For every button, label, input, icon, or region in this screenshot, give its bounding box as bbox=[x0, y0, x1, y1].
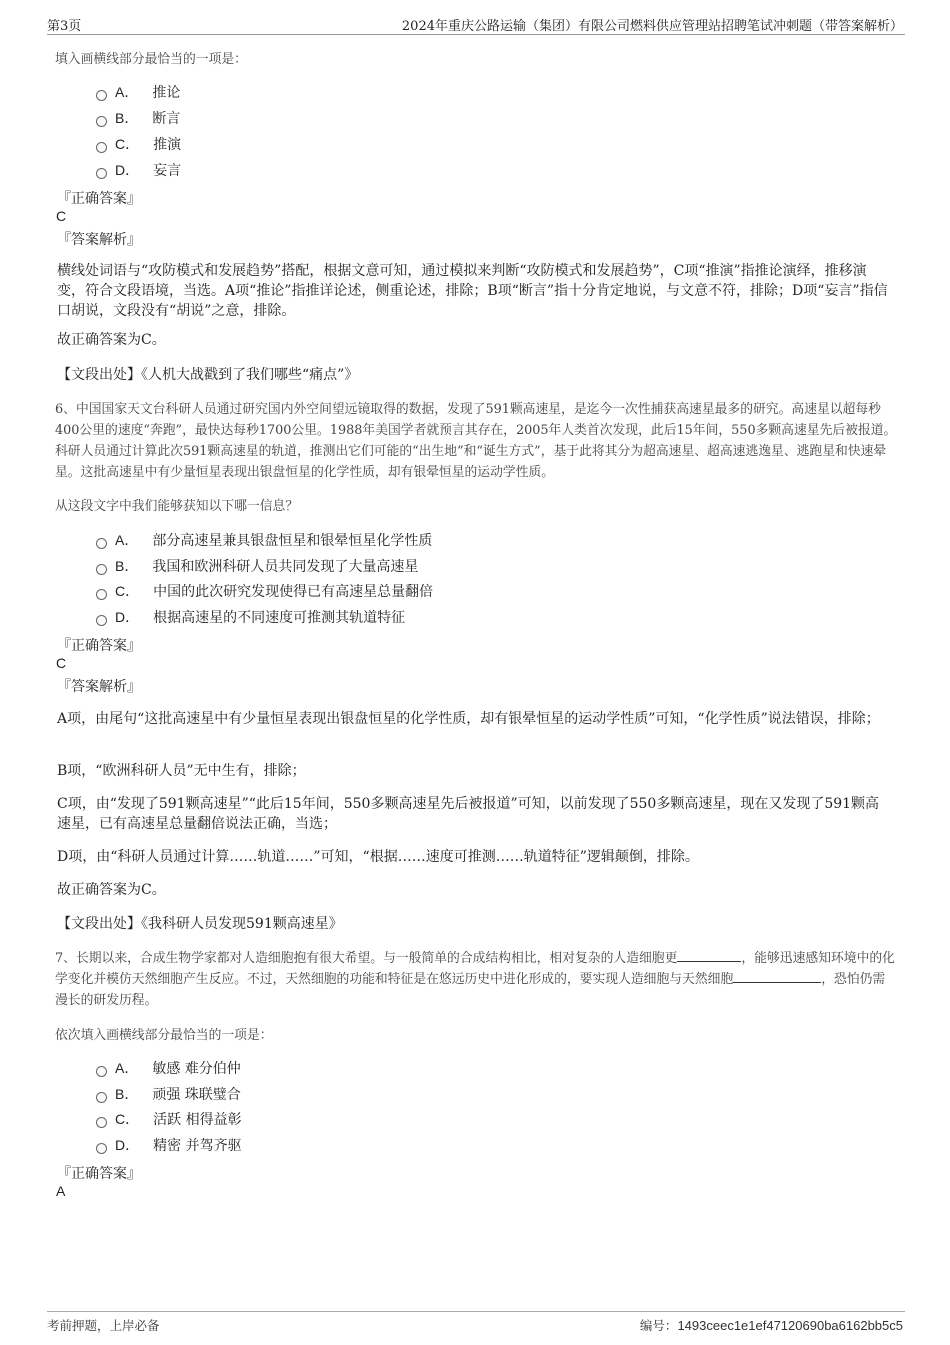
footer-slogan: 考前押题，上岸必备 bbox=[47, 1318, 160, 1333]
radio-icon[interactable] bbox=[96, 142, 107, 153]
q6-option-a[interactable]: A． 部分高速星兼具银盘恒星和银晕恒星化学性质 bbox=[96, 530, 432, 550]
radio-icon[interactable] bbox=[96, 116, 107, 127]
q5-answer: C bbox=[56, 208, 67, 224]
page-number: 第3页 bbox=[47, 19, 82, 34]
q7-answer: A bbox=[56, 1183, 66, 1199]
radio-icon[interactable] bbox=[96, 90, 107, 101]
q5-prompt: 填入画横线部分最恰当的一项是： bbox=[55, 52, 247, 67]
q6-prompt: 从这段文字中我们能够获知以下哪一信息？ bbox=[55, 499, 299, 514]
radio-icon[interactable] bbox=[96, 1117, 107, 1128]
q6-option-d[interactable]: D． 根据高速星的不同速度可推测其轨道特征 bbox=[96, 607, 405, 627]
q6-answer: C bbox=[56, 655, 67, 671]
q6-analysis-d: D项，由“科研人员通过计算……轨道……”可知，“根据……速度可推测……轨道特征”逻辑颠倒，排除。 bbox=[57, 849, 699, 865]
q6-option-b[interactable]: B． 我国和欧洲科研人员共同发现了大量高速星 bbox=[96, 556, 418, 576]
q6-conclusion: 故正确答案为C。 bbox=[57, 882, 166, 898]
q6-analysis-label: 『答案解析』 bbox=[57, 679, 141, 695]
q6-answer-label: 『正确答案』 bbox=[57, 638, 141, 654]
radio-icon[interactable] bbox=[96, 1066, 107, 1077]
q5-source: 【文段出处】《人机大战戳到了我们哪些“痛点”》 bbox=[57, 367, 359, 383]
q5-option-c[interactable]: C． 推演 bbox=[96, 134, 181, 154]
q5-conclusion: 故正确答案为C。 bbox=[57, 332, 166, 348]
q6-analysis-c: C项，由“发现了591颗高速星”“此后15年间，550多颗高速星先后被报道”可知，以前发现了550多颗高速星，现在又发现了591颗高速星，已有高速星总量翻倍说法正确，当选； bbox=[57, 796, 880, 832]
q7-option-d[interactable]: D． 精密 并驾齐驱 bbox=[96, 1135, 242, 1155]
q5-option-a[interactable]: A． 推论 bbox=[96, 82, 180, 102]
q7-prompt: 依次填入画横线部分最恰当的一项是： bbox=[55, 1028, 273, 1043]
document-title: 2024年重庆公路运输（集团）有限公司燃料供应管理站招聘笔试冲刺题（带答案解析） bbox=[401, 19, 903, 34]
q6-stem: 6、中国国家天文台科研人员通过研究国内外空间望远镜取得的数据，发现了591颗高速星，是迄今一次性捕获高速星最多的研究。高速星以超每秒400公里的速度“奔跑”，最快达每秒1700公里。1988年美国学者就预言其存在，2005年人类首次发现，此后15年间，550多颗高速星先后被报道。科研人员通过计算此次591颗高速星的轨道，推测出它们可能的“出生地”和“诞生方式”，基于此将其分为超高速星、超高速逃逸星、逃跑星和快速晕星。这批高速星中有少量恒星表现出银盘恒星的化学性质，却有银晕恒星的运动学性质。 bbox=[55, 402, 897, 480]
q7-option-c[interactable]: C． 活跃 相得益彰 bbox=[96, 1109, 242, 1129]
q7-blank-2 bbox=[733, 982, 821, 983]
radio-icon[interactable] bbox=[96, 1092, 107, 1103]
q5-answer-label: 『正确答案』 bbox=[57, 191, 141, 207]
radio-icon[interactable] bbox=[96, 589, 107, 600]
radio-icon[interactable] bbox=[96, 538, 107, 549]
q7-option-b[interactable]: B． 顽强 珠联璧合 bbox=[96, 1084, 241, 1104]
q7-answer-label: 『正确答案』 bbox=[57, 1166, 141, 1182]
q6-analysis-b: B项，“欧洲科研人员”无中生有，排除； bbox=[57, 763, 306, 779]
q5-option-d[interactable]: D． 妄言 bbox=[96, 160, 181, 180]
radio-icon[interactable] bbox=[96, 615, 107, 626]
page-header bbox=[47, 13, 905, 35]
q5-option-b[interactable]: B． 断言 bbox=[96, 108, 180, 128]
q5-analysis-label: 『答案解析』 bbox=[57, 232, 141, 248]
radio-icon[interactable] bbox=[96, 564, 107, 575]
radio-icon[interactable] bbox=[96, 168, 107, 179]
radio-icon[interactable] bbox=[96, 1143, 107, 1154]
q7-blank-1 bbox=[677, 961, 741, 962]
q7-stem: 7、长期以来，合成生物学家都对人造细胞抱有很大希望。与一般简单的合成结构相比，相对复杂的人造细胞更 ，能够迅速感知环境中的化学变化并模仿天然细胞产生反应。不过，天然细胞的功能和特征是在悠远历史中进化形成的，要实现人造细胞与天然细胞 ，恐怕仍需漫长的研发历程。 bbox=[55, 951, 895, 1008]
q6-option-c[interactable]: C． 中国的此次研究发现使得已有高速星总量翻倍 bbox=[96, 581, 433, 601]
q6-analysis-a: A项，由尾句“这批高速星中有少量恒星表现出银盘恒星的化学性质，却有银晕恒星的运动学性质”可知，“化学性质”说法错误，排除； bbox=[57, 711, 880, 727]
q6-source: 【文段出处】《我科研人员发现591颗高速星》 bbox=[57, 916, 343, 932]
q7-option-a[interactable]: A． 敏感 难分伯仲 bbox=[96, 1058, 241, 1078]
page-footer bbox=[47, 1311, 905, 1336]
q5-analysis-text: 横线处词语与“攻防模式和发展趋势”搭配，根据文意可知，通过模拟来判断“攻防模式和发展趋势”，C项“推演”指推论演绎，推移演变，符合文段语境，当选。A项“推论”指推详论述，侧重论述，排除；B项“断言”指十分肯定地说，与文意不符，排除；D项“妄言”指信口胡说，文段没有“胡说”之意，排除。 bbox=[57, 263, 888, 319]
document-code: 编号：1493ceec1e1ef47120690ba6162bb5c5 bbox=[639, 1318, 903, 1333]
